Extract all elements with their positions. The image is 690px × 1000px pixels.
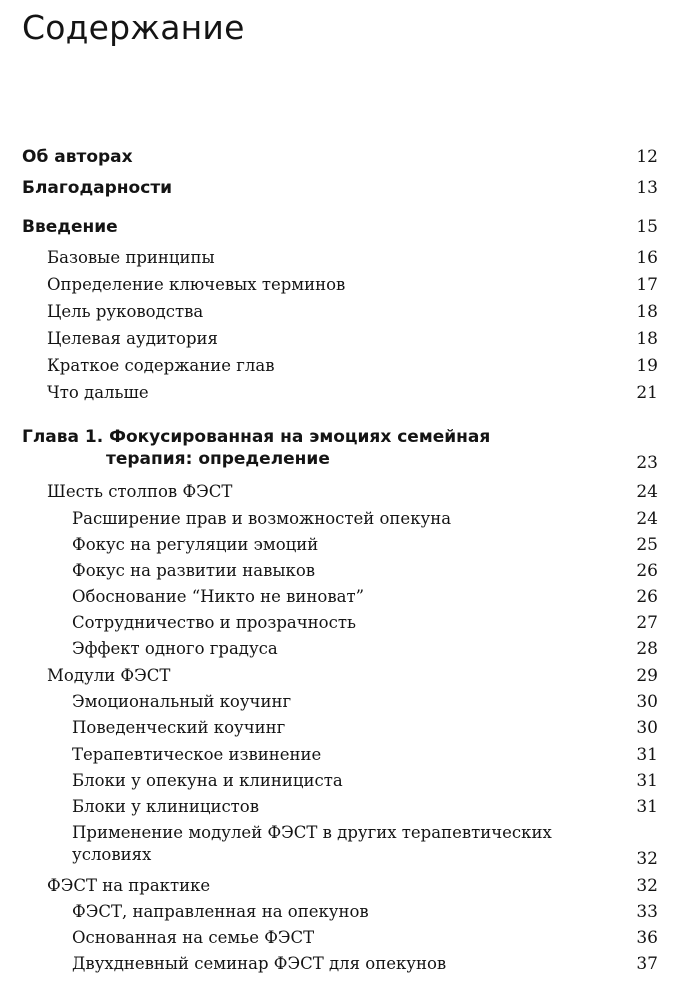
toc-entry-title — [72, 770, 343, 792]
toc-entry-page-number: 17 — [636, 275, 658, 295]
toc-entry — [0, 247, 690, 271]
toc-entry-title — [47, 665, 170, 687]
toc-entry-title-text: Фокус на регуляции эмоций — [72, 535, 319, 554]
toc-entry-page-number: 19 — [636, 356, 658, 376]
toc-entry-title — [72, 638, 278, 660]
toc-entry — [0, 691, 690, 715]
toc-entry-title — [72, 717, 285, 739]
toc-entry-title-text: Поведенческий коучинг — [72, 718, 286, 737]
toc-entry-page-number: 37 — [636, 954, 658, 974]
toc-entry — [0, 586, 690, 610]
toc-entry-title — [72, 796, 259, 818]
toc-entry-title — [47, 481, 232, 503]
toc-entry-title-text: Блоки у клиницистов — [72, 797, 260, 816]
toc-entry — [0, 875, 690, 899]
toc-entry-page-number: 21 — [636, 383, 658, 403]
toc-entry-title — [72, 534, 318, 556]
toc-entry-title-text: Глава 1. Фокусированная на эмоциях семейная — [22, 427, 491, 447]
toc-entry — [0, 953, 690, 977]
toc-entry-title-text: Об авторах — [22, 147, 133, 167]
toc-entry-title — [47, 382, 149, 404]
toc-entry-title — [22, 146, 133, 168]
toc-entry — [0, 717, 690, 741]
toc-entry-title-text: Расширение прав и возможностей опекуна — [72, 509, 452, 528]
toc-entry-title — [72, 508, 451, 530]
toc-entry-title-text: Обоснование “Никто не виноват” — [72, 587, 365, 606]
toc-entry-page-number: 25 — [636, 535, 658, 555]
toc-entry-title-text: Благодарности — [22, 178, 173, 198]
toc-entry-title — [72, 822, 552, 866]
toc-entry — [0, 612, 690, 636]
toc-entry-page-number: 24 — [636, 482, 658, 502]
toc-entry-page-number: 31 — [636, 797, 658, 817]
toc-entry — [0, 177, 690, 201]
toc-entry-page-number: 12 — [636, 147, 658, 167]
toc-entry-title-text: Эмоциональный коучинг — [72, 692, 292, 711]
toc-entry-title — [72, 744, 321, 766]
toc-entry-title-text: ФЭСТ на практике — [47, 876, 211, 895]
toc-entry-title-text: Фокус на развитии навыков — [72, 561, 316, 580]
toc-entry — [0, 355, 690, 379]
toc-entry-page-number: 26 — [636, 587, 658, 607]
toc-entry — [0, 382, 690, 406]
toc-entry-page-number: 36 — [636, 928, 658, 948]
toc-entry-page-number: 18 — [636, 329, 658, 349]
toc-entry — [0, 927, 690, 951]
toc-entry-title — [72, 691, 291, 713]
toc-entry — [0, 274, 690, 298]
toc-entry — [0, 426, 690, 473]
toc-entry-title — [47, 301, 203, 323]
toc-entry — [0, 638, 690, 662]
toc-entry-title-text: Сотрудничество и прозрачность — [72, 613, 356, 632]
toc-entry-page-number: 33 — [636, 902, 658, 922]
toc-entry-title — [22, 177, 172, 199]
toc-entry-title-text: Шесть столпов ФЭСТ — [47, 482, 233, 501]
toc-entry-title-text: Базовые принципы — [47, 248, 215, 267]
toc-entry-title — [47, 328, 218, 350]
toc-entry-title — [72, 953, 446, 975]
toc-entry-page-number: 29 — [636, 666, 658, 686]
toc-entry — [0, 534, 690, 558]
toc-entry — [0, 146, 690, 170]
toc-entry-page-number: 31 — [636, 771, 658, 791]
toc-entry-title-text: Блоки у опекуна и клинициста — [72, 771, 343, 790]
toc-entry-title-text: ФЭСТ, направленная на опекунов — [72, 902, 369, 921]
toc-entry — [0, 822, 690, 869]
toc-entry-title — [47, 875, 210, 897]
toc-entry-title — [47, 355, 275, 377]
toc-entry-page-number: 13 — [636, 178, 658, 198]
toc-entry-page-number: 32 — [636, 876, 658, 896]
toc-entry — [0, 301, 690, 325]
toc-entry — [0, 481, 690, 505]
toc-entry-page-number: 24 — [636, 509, 658, 529]
toc-entry-page-number: 30 — [636, 718, 658, 738]
toc-entry-title-continuation: условиях — [72, 845, 152, 864]
toc-entry — [0, 665, 690, 689]
toc-entry-title-text: Что дальше — [47, 383, 149, 402]
toc-entry-title-text: Определение ключевых терминов — [47, 275, 346, 294]
toc-entry-page-number: 15 — [636, 217, 658, 237]
toc-entry-title-text: Терапевтическое извинение — [72, 745, 322, 764]
page-title: Содержание — [22, 8, 245, 47]
toc-entry-page-number: 27 — [636, 613, 658, 633]
toc-entry — [0, 216, 690, 240]
toc-entry-title — [72, 901, 369, 923]
toc-entry-page-number: 16 — [636, 248, 658, 268]
toc-entry — [0, 796, 690, 820]
toc-entry-title-text: Применение модулей ФЭСТ в других терапевтических — [72, 823, 552, 842]
toc-entry — [0, 901, 690, 925]
toc-entry-title — [72, 927, 314, 949]
toc-entry-title — [72, 612, 356, 634]
toc-entry-title-text: Модули ФЭСТ — [47, 666, 171, 685]
toc-entry-title-text: Краткое содержание глав — [47, 356, 275, 375]
toc-entry — [0, 508, 690, 532]
toc-entry-page-number: 18 — [636, 302, 658, 322]
toc-entry-title — [47, 274, 345, 296]
toc-entry-title — [72, 586, 364, 608]
toc-entry-title-text: Цель руководства — [47, 302, 204, 321]
toc-entry — [0, 744, 690, 768]
toc-entry — [0, 560, 690, 584]
toc-entry-page-number: 23 — [636, 453, 658, 473]
toc-entry-title — [47, 247, 215, 269]
toc-entry — [0, 770, 690, 794]
toc-entry-title-text: Целевая аудитория — [47, 329, 218, 348]
toc-entry-page-number: 31 — [636, 745, 658, 765]
toc-entry-title-text: Основанная на семье ФЭСТ — [72, 928, 315, 947]
toc-entry-title — [72, 560, 315, 582]
toc-entry — [0, 328, 690, 352]
toc-entry-page-number: 28 — [636, 639, 658, 659]
toc-entry-title — [22, 216, 118, 238]
toc-entry-title — [22, 426, 490, 470]
toc-entry-page-number: 30 — [636, 692, 658, 712]
toc-entry-title-text: Двухдневный семинар ФЭСТ для опекунов — [72, 954, 447, 973]
toc-entry-title-text: Введение — [22, 217, 118, 237]
toc-entry-page-number: 32 — [636, 849, 658, 869]
toc-entry-title-text: Эффект одного градуса — [72, 639, 278, 658]
toc-entry-page-number: 26 — [636, 561, 658, 581]
toc-entry-title-continuation: терапия: определение — [106, 449, 330, 469]
